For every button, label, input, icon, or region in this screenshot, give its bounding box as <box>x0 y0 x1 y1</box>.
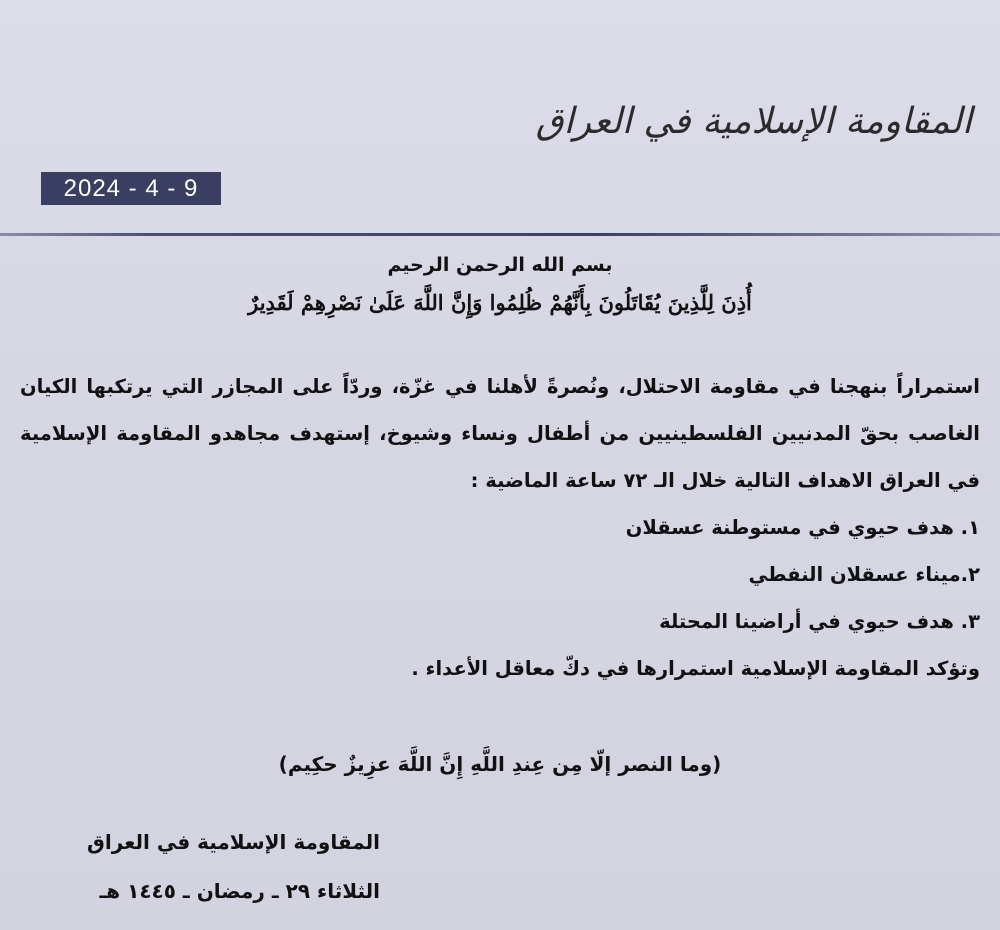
list-item: ٢.ميناء عسقلان النفطي <box>748 563 980 586</box>
list-item: ١. هدف حيوي في مستوطنة عسقلان <box>625 516 980 539</box>
signature-block <box>40 818 380 916</box>
intro-paragraph: استمراراً بنهجنا في مقاومة الاحتلال، ونُصرةً لأهلنا في غزّة، وردّاً على المجازر التي يرتكبها الكيان الغاصب بحقّ المدنيين الفلسطينيين من أطفال ونساء وشيوخ، إستهدف مجاهدو المقاومة الإسلامية في العراق الاهداف التالية خلال الـ ٧٢ ساعة الماضية : <box>20 375 980 492</box>
closing-quote: (وما النصر إلّا مِن عِندِ اللَّهِ إِنَّ اللَّهَ عزِيزٌ حكِيم) <box>278 752 722 776</box>
targets-list <box>20 504 980 645</box>
date-badge: 2024 - 4 - 9 <box>41 172 221 205</box>
statement-body <box>20 363 980 692</box>
signature-date: الثلاثاء ٢٩ ـ رمضان ـ ١٤٤٥ هـ <box>99 879 380 903</box>
organization-logo: المقاومة الإسلامية في العراق <box>535 101 972 142</box>
signature-org: المقاومة الإسلامية في العراق <box>87 830 380 854</box>
closing-line: وتؤكد المقاومة الإسلامية استمرارها في دكّ معاقل الأعداء . <box>411 657 980 680</box>
quran-verse: أُذِنَ لِلَّذِينَ يُقَاتَلُونَ بِأَنَّهُمْ ظُلِمُوا وَإِنَّ اللَّهَ عَلَىٰ نَصْرِهِمْ لَقَدِيرٌ <box>248 290 752 315</box>
header-divider <box>0 233 1000 236</box>
list-item: ٣. هدف حيوي في أراضينا المحتلة <box>659 610 980 633</box>
basmala: بسم الله الرحمن الرحيم <box>387 254 613 276</box>
